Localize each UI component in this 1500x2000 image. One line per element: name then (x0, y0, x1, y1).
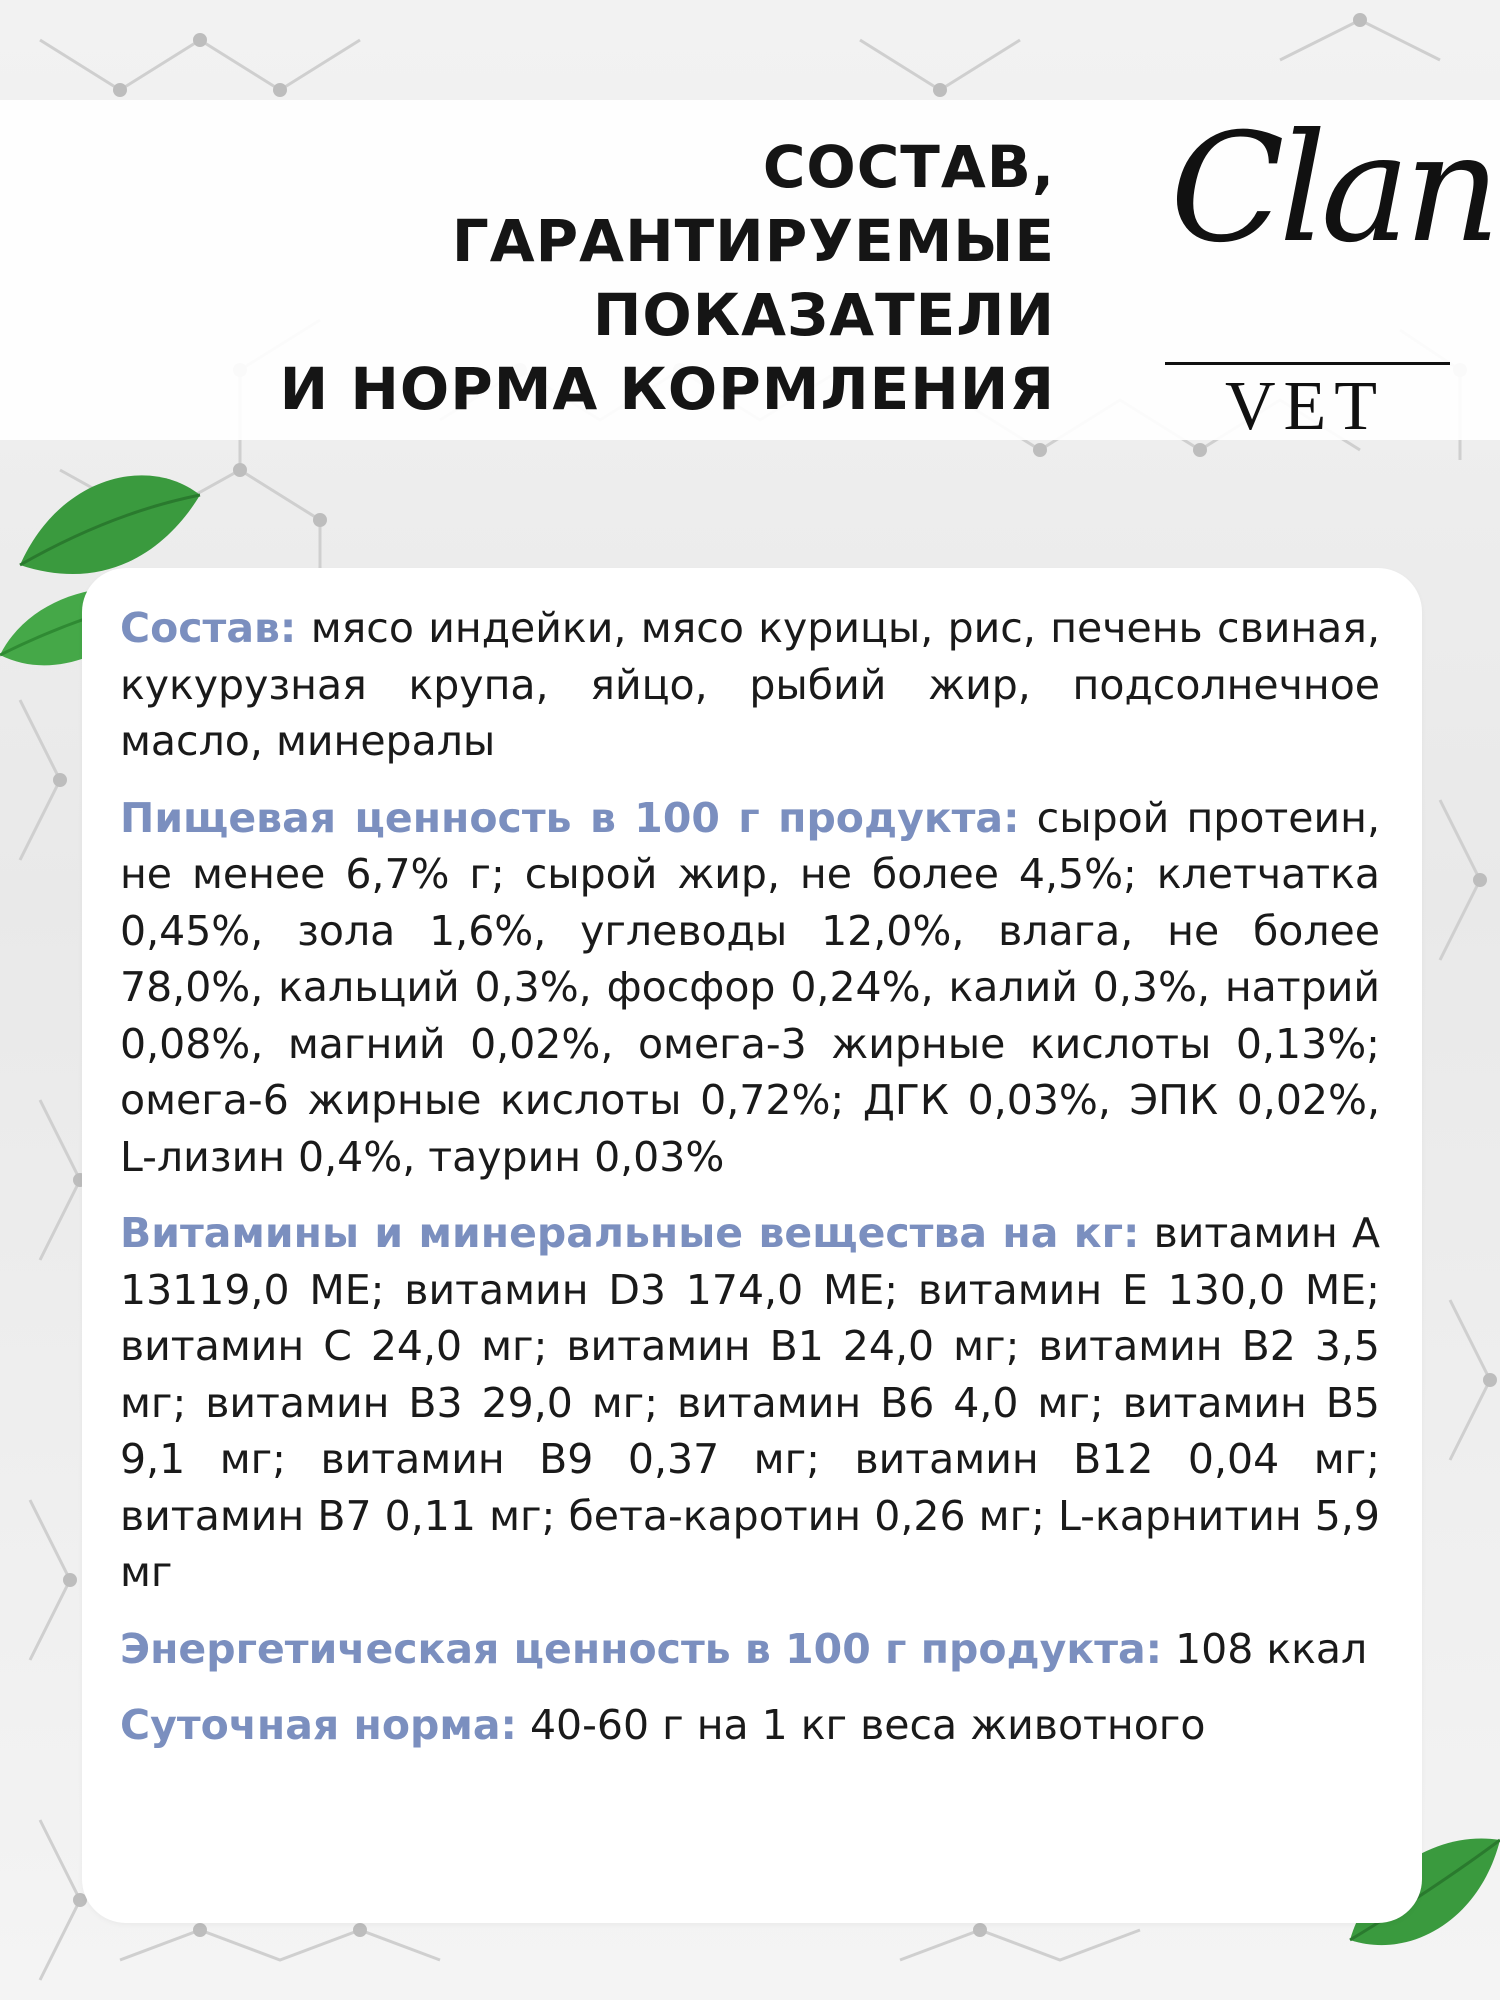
composition-content (120, 600, 1380, 1774)
section-label: Пищевая ценность в 100 г продукта: (120, 793, 1020, 842)
title-line-1: СОСТАВ, (762, 133, 1055, 201)
section-vitamins (120, 1205, 1380, 1601)
section-text: мясо индейки, мясо курицы, рис, печень свиная, кукурузная крупа, яйцо, рыбий жир, подсолнечное масло, минералы (120, 604, 1380, 765)
title-line-3: ПОКАЗАТЕЛИ (592, 281, 1055, 349)
logo-vet-text: VET (1225, 368, 1386, 445)
page-title (155, 130, 1055, 426)
section-energy (120, 1621, 1380, 1678)
section-daily-norm (120, 1697, 1380, 1754)
logo-divider (1165, 362, 1450, 365)
section-text: 108 ккал (1162, 1624, 1368, 1673)
logo-script-text: Clan (1170, 102, 1495, 276)
section-label: Состав: (120, 604, 297, 652)
brand-logo (1160, 102, 1495, 445)
section-composition (120, 600, 1380, 770)
section-label: Витамины и минеральные вещества на кг: (120, 1209, 1140, 1257)
section-text: 40-60 г на 1 кг веса животного (516, 1701, 1206, 1749)
title-line-4: И НОРМА КОРМЛЕНИЯ (279, 355, 1055, 423)
section-nutrition (120, 790, 1380, 1186)
section-text: витамин A 13119,0 МЕ; витамин D3 174,0 МЕ; витамин E 130,0 МЕ; витамин C 24,0 мг; витамин B1 24,0 мг; витамин B2 3,5 мг; витамин B3 29,0 мг; витамин B6 4,0 мг; витамин B5 9,1 мг; витамин B9 0,37 мг; витамин B12 0,04 мг; витамин B7 0,11 мг; бета-каротин 0,26 мг; L-карнитин 5,9 мг (120, 1209, 1380, 1596)
section-label: Суточная норма: (120, 1701, 517, 1749)
title-line-2: ГАРАНТИРУЕМЫЕ (451, 207, 1055, 275)
section-label: Энергетическая ценность в 100 г продукта: (120, 1624, 1163, 1673)
section-text: сырой протеин, не менее 6,7% г; сырой жир, не более 4,5%; клетчатка 0,45%, зола 1,6%, углеводы 12,0%, влага, не более 78,0%, кальций 0,3%, фосфор 0,24%, калий 0,3%, натрий 0,08%, магний 0,02%, омега-3 жирные кислоты 0,13%; омега-6 жирные кислоты 0,72%; ДГК 0,03%, ЭПК 0,02%, L-лизин 0,4%, таурин 0,03% (120, 793, 1381, 1181)
